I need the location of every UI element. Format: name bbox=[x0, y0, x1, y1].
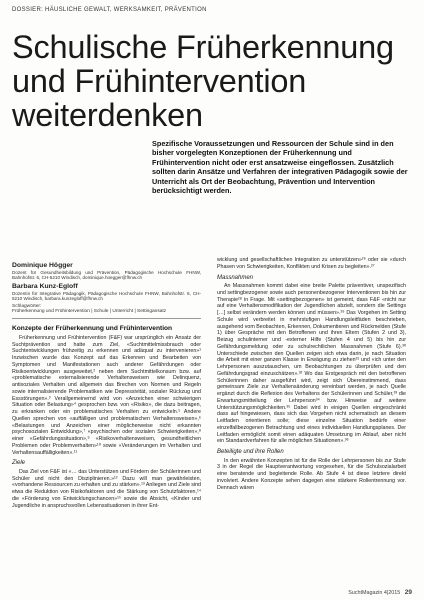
subheading-ziele: Ziele bbox=[12, 460, 26, 467]
journal-name: SuchtMagazin 4|2015 bbox=[348, 590, 401, 596]
title-line: Schulische Früherkennung bbox=[12, 29, 394, 65]
body-paragraph: An Massnahmen kommt dabei eine breite Palette präventiver, unspezifisch und settingbezogener sowie auch personenbezogener Interventionen bis hin zur Therapie²⁸ in Frage. Mit «settingbezogenen» ist gemeint, dass F&F «nicht nur auf eine Verhaltensmodifikation der Jugendlichen abzielt, sondern die Settings […] selbst verändern werden können und müssen».²⁹ Das Vorgehen im Setting Schule wird verbreitet in mehrstufigen Handlungsleitfäden beschrieben, ausgehend vom Beobachten, Erkennen, Dokumentieren und Rückmelden (Stufe 1) über Gespräche mit den Betroffenen und ihren Eltern (Stufen 2 und 3), Beizug schulinterner und -externer Hilfe (Stufen 4 und 5) bis hin zur Gefährdungsmeldung oder zu schulrechtlichen Massnahmen (Stufe 6).³⁰ Unterschiede zwischen den Quellen zeigen sich etwa darin, je nach Situation die Arbeit mit einer ganzen Klasse in Erwägung zu ziehen³¹ und «ich unter den Lehrpersonen auszutauschen, um Beobachtungen zu überprüfen und den Gefährdungsgrad einzuschätzen».³² Wo das Erstgespräch mit den betroffenen Schülerinnen daher ausgeführt wird, zeigt sich Übereinstimmend, dass gemeinsam Ziele zur Verhaltensänderung vereinbart werden, je nach Quelle ergänzt durch die Reflexion des Verhaltens der Schülerinnen und Schüler,³³ die Erwartungsmitteilung der Lehrperson³⁴ bzw. Hinweise auf weitere Unterstützungsmöglichkeiten.³⁵ Dabei wird in einigen Quellen eingeschränkt dass auf hingewiesen, dass sich das Vorgehen nicht schematisch an diesem Leitfaden orientieren solle; diese einzelne Situation bedürfe einer einzelfallbezogenen Betrachtung und eines individuellen Handlungsplanes. Der Leitfaden ermöglicht somit einen adäquaten Umsetzung im Ablauf, aber nicht ein Standardverfahren für alle möglichen Situationen».³⁶ bbox=[217, 283, 406, 445]
body-paragraph: Früherkennung und Frühintervention (F&F) war ursprünglich ein Ansatz der Suchtprävention und hatte zum Ziel, «Suchtmittelmissbrauch oder Suchtentwicklungen frühzeitig zu erkennen und adäquat zu intervenieren»¹ Inzwischen wurde das Konzept auf das Erkennen und Bearbeiten von Symptomen und Manifestationen auch anderer Gefährdungen oder Risikoentwicklungen ausgeweitet,² neben dem Suchtmittelkonsum bzw. auf «problematische externalisierende Verhaltensweisen wie Delinquenz, antisoziales Verhalten und allgemein das Brechen von Normen und Regeln sowie internalisierende Problematiken wie Depressivität, sozialer Rückzug und Essstörungen».³ Verallgemeinernd wird von «Anzeichen einer schwierigen Situation oder Belastung»⁴ gesprochen bzw. von «Risiko», die dazu beitragen, zu erkranken oder ein problematisches Verhalten zu entwickeln.⁵ Andere Quellen sprechen von «auffälligen und problematischen Verhaltensweisen»,⁶ «Belastungen und Anzeichen einer möglicherweise nicht erkannten psychosozialen Entwicklung»,⁷ «psychischen oder sozialen Schwierigkeiten»,⁸ einer «Gefährdungssituation»,⁹ «Risikoverhaltensweisen, gesundheitlichen Problemen oder Problemverhalten»¹⁰ sowie «Veränderungen im Verhalten und Verhaltensauffälligkeiten».¹¹ bbox=[12, 334, 201, 456]
body-paragraph: Das Ziel von F&F ist «… das Unterstützen und Fördern der Schülerinnen und Schüler und nicht den Disziplinieren.»¹² Dazu will man gewährleisten, «vorhandene Ressourcen zu erhalten und zu stärken».¹³ Anliegen und Ziele sind etwa die Reduktion von Risikofaktoren und die Stärkung von Schutzfaktoren,¹⁴ die «Förderung von Entwicklungschancen»¹⁵ sowie die Absicht, «Kinder und Jugendliche in anspruchsvollen Lebenssituationen in ihrer Ent- bbox=[12, 468, 201, 509]
dossier-header: DOSSIER: HÄUSLICHE GEWALT, WERKSAMKEIT, PRÄVENTION bbox=[12, 7, 207, 13]
author-block bbox=[12, 262, 201, 281]
subheading-massnahmen: Massnahmen bbox=[217, 274, 254, 281]
author-affiliation: Dozent für Gesundheitsbildung und Prävention, Pädagogische Hochschule FHNW, Bahnhofstr. 6, CH-5210 Windisch, dominique.hoegger@fhnw.ch bbox=[12, 270, 201, 281]
keywords bbox=[12, 304, 201, 319]
keywords-label: Schlagwörter: bbox=[12, 303, 42, 309]
body-paragraph: In den erwähnten Konzepten ist für die Rolle der Lehrpersonen bis zur Stufe 3 in der Regel die Hauptverantwortung vorgesehen, für die Schulsozialarbeit eine beratende und begleitende Rolle. Ab Stufe 4 ist diese letztere direkt involviert. Andere Konzepte sehen dagegen eine stärkere Rollentrennung vor. Dennach wären bbox=[217, 457, 406, 491]
author-name: Barbara Kunz-Egloff bbox=[12, 282, 78, 290]
title-line: und Frühintervention bbox=[12, 63, 307, 99]
body-paragraph: wicklung und gesellschaftlichen Integration zu unterstützen»²⁶ oder sie «durch Phasen von Schwierigkeiten, Konflikten und Krisen zu begleiten».²⁷ bbox=[217, 257, 406, 270]
lead-paragraph: Spezifische Voraussetzungen und Ressourcen der Schule sind in den bisher vorgelegten Konzeptionen der Früherkennung und Frühintervention nicht oder erst ansatzweise eingeflossen. Zusätzlich sollten darin Ansätze und Verfahren der integrativen Pädagogik sowie der Unterricht als Ort der Beobachtung, Prävention und Intervention berücksichtigt werden. bbox=[152, 139, 408, 196]
left-column bbox=[12, 262, 201, 509]
page-footer bbox=[348, 589, 412, 596]
author-affiliation: Dozentin für Integrative Pädagogik, Pädagogische Hochschule FHNW, Bahnhofstr. 6, CH-5210 Windisch, barbara.kunzegloff@fhnw.ch bbox=[12, 290, 201, 302]
article-title bbox=[12, 30, 412, 132]
author-block bbox=[12, 283, 201, 302]
author-name: Dominique Högger bbox=[12, 262, 73, 269]
section-heading: Konzepte der Früherkennung und Frühintervention bbox=[12, 324, 173, 332]
page-number: 29 bbox=[404, 589, 412, 596]
title-line: weiterdenken bbox=[12, 97, 203, 133]
right-column bbox=[217, 257, 406, 491]
keywords-text: Früherkennung und Frühintervention | Schule | Unterricht | Settingansatz bbox=[12, 309, 167, 315]
subheading-beteiligte: Beteiligte und ihre Rollen bbox=[217, 449, 284, 455]
